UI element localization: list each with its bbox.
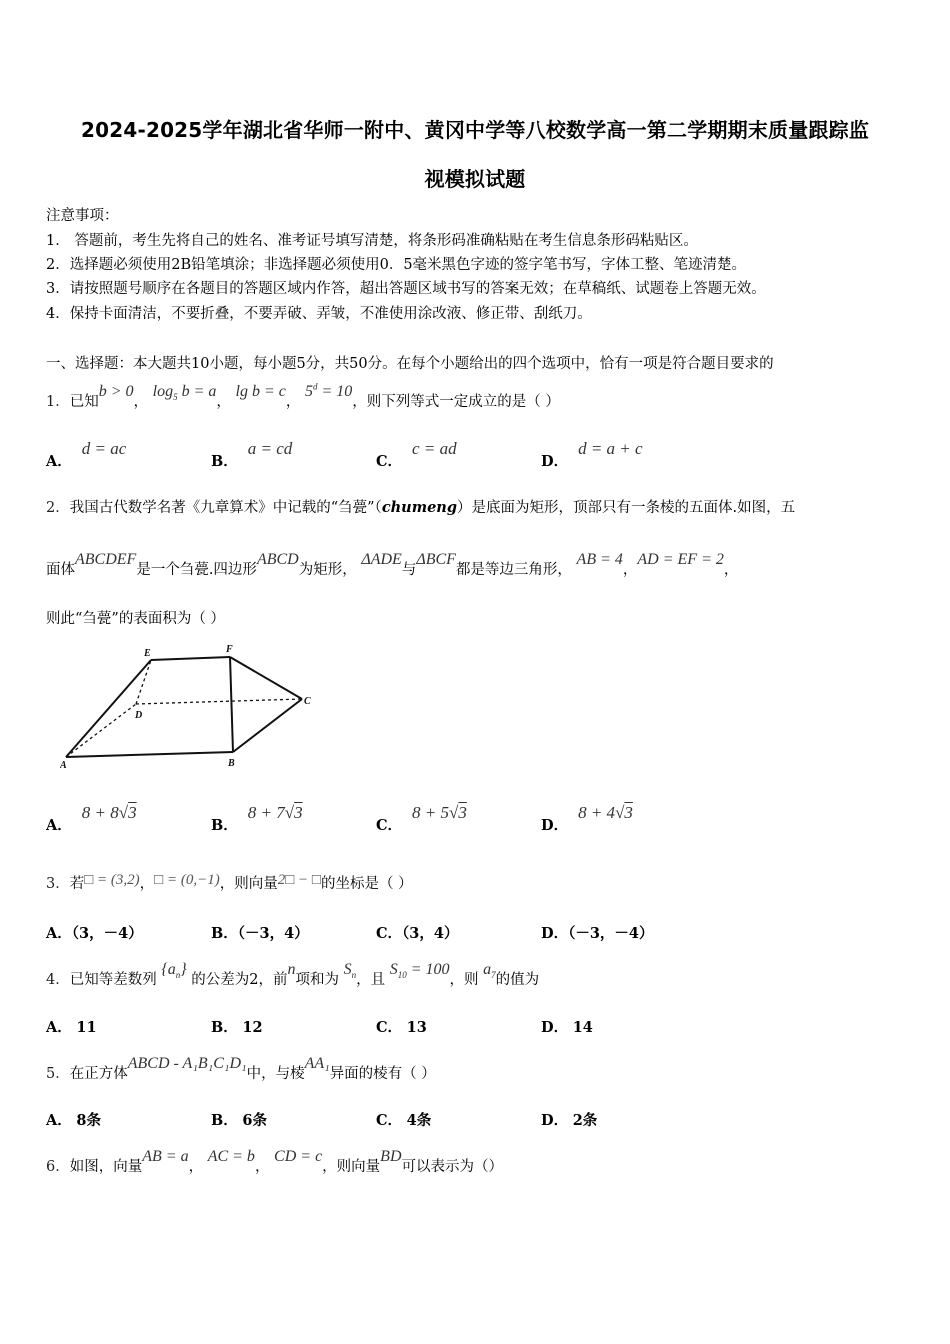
option-label: A． [46, 817, 72, 834]
q4-option-d[interactable] [541, 1016, 593, 1037]
option-label: D． [541, 817, 569, 834]
q2-text: 为矩形， [298, 562, 357, 578]
q1-log-base: 5 [173, 392, 178, 403]
q1-text: 已知 [69, 394, 99, 410]
q2-text: 我国古代数学名著《九章算术》中记载的“刍甍”（ [69, 500, 382, 516]
q2-math: ABCDEF [75, 551, 137, 568]
q1-math-3: lg b = c [235, 383, 286, 400]
option-label: B． [211, 925, 238, 942]
option-text: （3，－4） [71, 925, 143, 942]
q1-option-a[interactable] [46, 439, 127, 471]
q2-text: 面体 [46, 562, 75, 578]
q3-text: ，则向量 [219, 876, 278, 892]
question-3 [46, 872, 413, 893]
q1-sep: ， [133, 394, 149, 410]
q2-text: ， [723, 562, 739, 578]
q4-seq-end: } [180, 961, 187, 978]
q4-text: ，且 [356, 972, 386, 988]
q2-text: ， [622, 562, 638, 578]
option-label: D． [541, 925, 569, 942]
option-label: A． [46, 925, 72, 942]
vertex-label-d: D [135, 710, 143, 721]
q5-option-b[interactable] [211, 1109, 267, 1130]
question-number: 3． [46, 876, 70, 892]
q2-math: AD = EF = 2 [637, 551, 724, 568]
exam-title-line1: 2024-2025学年湖北省华师一附中、黄冈中学等八校数学高一第二学期期末质量跟踪监 [80, 118, 870, 142]
q5-text: 异面的棱有（ ） [329, 1066, 436, 1082]
sqrt-icon: √ [284, 803, 295, 822]
q3-text: 若 [69, 876, 85, 892]
q5-option-a[interactable] [46, 1109, 101, 1130]
q4-s-sub: 10 [397, 970, 407, 981]
edge-ef [151, 657, 230, 660]
q6-math: CD = c [274, 1148, 323, 1165]
option-label: A． [46, 1019, 72, 1036]
q2-text: ）是底面为矩形，顶部只有一条棱的五面体.如图，五 [456, 500, 796, 516]
q2-math: AB = 4 [576, 551, 623, 568]
option-text: 8条 [76, 1112, 101, 1129]
q2-math: ABCD [256, 551, 299, 568]
vertex-label-f: F [226, 644, 233, 655]
option-coef: 8 + 5 [412, 803, 450, 822]
question-number: 5． [46, 1066, 70, 1082]
q1-option-c[interactable] [376, 439, 457, 471]
option-text: 6条 [242, 1112, 267, 1129]
q5-text: 中，与棱 [246, 1066, 305, 1082]
question-number: 6． [46, 1159, 70, 1175]
q3-sep: ， [139, 876, 155, 892]
q4-a-sub: 7 [491, 970, 496, 981]
q3-option-b[interactable] [211, 922, 309, 943]
q1-math-1: b > 0 [98, 383, 134, 400]
option-math: c = ad [412, 439, 457, 458]
q4-s10-value: = 100 [406, 961, 450, 978]
notice-item-1: 1． 答题前，考生先将自己的姓名、准考证号填写清楚，将条形码准确粘贴在考生信息条形码粘贴区。 [46, 233, 698, 249]
option-text: （－3，4） [237, 925, 309, 942]
option-text: 13 [406, 1019, 427, 1036]
option-radicand: 3 [294, 803, 303, 822]
q2-text: 都是等边三角形， [455, 562, 572, 578]
q6-text: ，则向量 [322, 1159, 381, 1175]
option-label: C． [376, 453, 403, 470]
q2-option-a[interactable] [46, 803, 137, 835]
q1-pow-rest: = 10 [317, 383, 353, 400]
q4-text: 已知等差数列 [69, 972, 157, 988]
q4-sn [343, 961, 357, 981]
edge-dc [136, 699, 302, 704]
q1-math-2 [152, 383, 217, 403]
q4-s: S [389, 961, 398, 978]
sqrt-icon: √ [449, 803, 459, 822]
option-math [248, 803, 303, 822]
question-2-line2 [46, 551, 739, 579]
sqrt-icon: √ [615, 803, 625, 822]
option-text: （－3，－4） [568, 925, 654, 942]
notice-item-2: 2．选择题必须使用2B铅笔填涂；非选择题必须使用0．5毫米黑色字迹的签字笔书写，字体工整、笔迹清楚。 [46, 257, 747, 273]
q1-math-4 [305, 383, 352, 400]
q4-a7 [483, 961, 496, 981]
q1-sep: ， [216, 394, 231, 410]
q6-sep: ， [254, 1159, 270, 1175]
q4-text: 项和为 [295, 972, 339, 988]
q4-text: 的值为 [495, 972, 540, 988]
section-heading: 一、选择题：本大题共10小题，每小题5分，共50分。在每个小题给出的四个选项中，恰有一项是符合题目要求的 [46, 356, 774, 372]
q6-math: AC = b [207, 1148, 255, 1165]
q6-math: BD [380, 1148, 402, 1165]
q6-math: AB = a [142, 1148, 189, 1165]
q4-seq-a: {a [161, 961, 176, 978]
option-radicand: 3 [458, 803, 467, 822]
q6-text: 如图，向量 [69, 1159, 143, 1175]
q1-log: log [152, 383, 174, 400]
option-label: B． [211, 1019, 238, 1036]
q4-s: S [343, 961, 352, 978]
q3-text: 的坐标是（ ） [320, 876, 413, 892]
edge-bc [233, 699, 302, 752]
q4-s-sub: n [351, 970, 357, 981]
q3-option-d[interactable] [541, 922, 654, 943]
option-label: D． [541, 453, 569, 470]
q2-text: 与 [401, 562, 417, 578]
q4-option-c[interactable] [376, 1016, 427, 1037]
option-math: a = cd [247, 439, 293, 458]
q3-vector: 2□ − □ [277, 872, 321, 888]
option-label: A． [46, 453, 72, 470]
chumeng-figure [60, 640, 330, 775]
q1-option-d[interactable] [541, 439, 643, 471]
notice-item-3: 3．请按照题号顺序在各题目的答题区域内作答，超出答题区域书写的答案无效；在草稿纸、试题卷上答题无效。 [46, 281, 766, 297]
option-text: 2条 [572, 1112, 598, 1129]
q4-text: 的公差为2，前 [191, 972, 288, 988]
vertex-label-a: A [60, 760, 67, 771]
option-radicand: 3 [624, 803, 633, 822]
option-label: C． [376, 1019, 403, 1036]
edge-ab [66, 752, 233, 757]
q2-math: ΔBCF [416, 551, 456, 568]
q5-option-c[interactable] [376, 1109, 431, 1130]
option-math [412, 803, 467, 822]
option-text: 4条 [406, 1112, 432, 1129]
edge-fc [230, 657, 302, 699]
option-coef: 8 + 7 [247, 803, 285, 822]
q6-sep: ， [188, 1159, 204, 1175]
option-label: C． [376, 925, 403, 942]
option-label: B． [211, 1112, 238, 1129]
q2-option-c[interactable] [376, 803, 467, 835]
edge-ad [66, 704, 136, 757]
q4-seq [161, 961, 187, 981]
q5-option-d[interactable] [541, 1109, 597, 1130]
q2-math: ΔADE [361, 551, 402, 568]
option-label: B． [211, 817, 238, 834]
question-number: 4． [46, 972, 70, 988]
q5-math: ABCD - A₁B₁C₁D₁ [127, 1055, 247, 1072]
option-label: A． [46, 1112, 72, 1129]
question-2-line1 [46, 496, 795, 517]
vertex-label-e: E [144, 648, 151, 659]
option-label: B． [211, 453, 238, 470]
option-label: C． [376, 817, 403, 834]
q1-pow-exp: d [312, 381, 318, 392]
option-label: D． [541, 1019, 569, 1036]
option-math [82, 803, 137, 822]
option-text: 12 [242, 1019, 263, 1036]
notice-heading: 注意事项： [46, 208, 119, 224]
q6-text: 可以表示为（） [401, 1159, 503, 1175]
vertex-label-c: C [304, 696, 311, 707]
vertex-label-b: B [228, 758, 235, 769]
question-5 [46, 1055, 436, 1083]
q2-option-d[interactable] [541, 803, 633, 835]
q4-math-n: n [287, 961, 296, 978]
q1-pow-base: 5 [304, 383, 313, 400]
option-coef: 8 + 4 [578, 803, 616, 822]
option-label: C． [376, 1112, 403, 1129]
option-math: d = a + c [578, 439, 643, 458]
q1-option-b[interactable] [211, 439, 293, 471]
q5-text: 在正方体 [69, 1066, 128, 1082]
q2-text: 是一个刍甍.四边形 [136, 562, 257, 578]
notice-item-4: 4．保持卡面清洁，不要折叠，不要弄破、弄皱，不准使用涂改液、修正带、刮纸刀。 [46, 306, 592, 322]
question-1 [46, 381, 560, 412]
question-6 [46, 1148, 503, 1176]
q4-option-b[interactable] [211, 1016, 263, 1037]
q1-sep: ， [285, 394, 301, 410]
option-text: 14 [572, 1019, 593, 1036]
edge-de [136, 660, 151, 704]
question-number: 2． [46, 500, 70, 516]
q4-option-a[interactable] [46, 1016, 97, 1037]
option-coef: 8 + 8 [81, 803, 119, 822]
q3-vector: □ = (0,−1) [154, 872, 220, 888]
q4-text: ，则 [449, 972, 479, 988]
option-text: （3，4） [402, 925, 459, 942]
question-2-line3: 则此“刍甍”的表面积为（ ） [46, 611, 225, 627]
option-radicand: 3 [128, 803, 137, 822]
q2-pinyin: chumeng [381, 499, 457, 516]
edge-fb [230, 657, 233, 752]
question-4 [46, 961, 540, 990]
q1-log-rest: b = a [177, 383, 217, 400]
q5-math: AA₁ [304, 1055, 330, 1072]
q2-option-b[interactable] [211, 803, 303, 835]
sqrt-icon: √ [118, 803, 129, 822]
q4-seq-sub: n [175, 970, 181, 981]
option-text: 11 [76, 1019, 97, 1036]
q3-option-a[interactable] [46, 922, 143, 943]
edge-ae [66, 660, 151, 757]
option-label: D． [541, 1112, 569, 1129]
option-math [578, 803, 633, 822]
option-math: d = ac [81, 439, 127, 458]
question-number: 1． [46, 394, 70, 410]
q1-tail: ，则下列等式一定成立的是（ ） [352, 394, 560, 410]
exam-title-line2: 视模拟试题 [424, 167, 526, 191]
q4-s10 [389, 961, 450, 981]
q3-option-c[interactable] [376, 922, 458, 943]
q3-vector: □ = (3,2) [84, 872, 140, 888]
q4-a: a [483, 961, 492, 978]
